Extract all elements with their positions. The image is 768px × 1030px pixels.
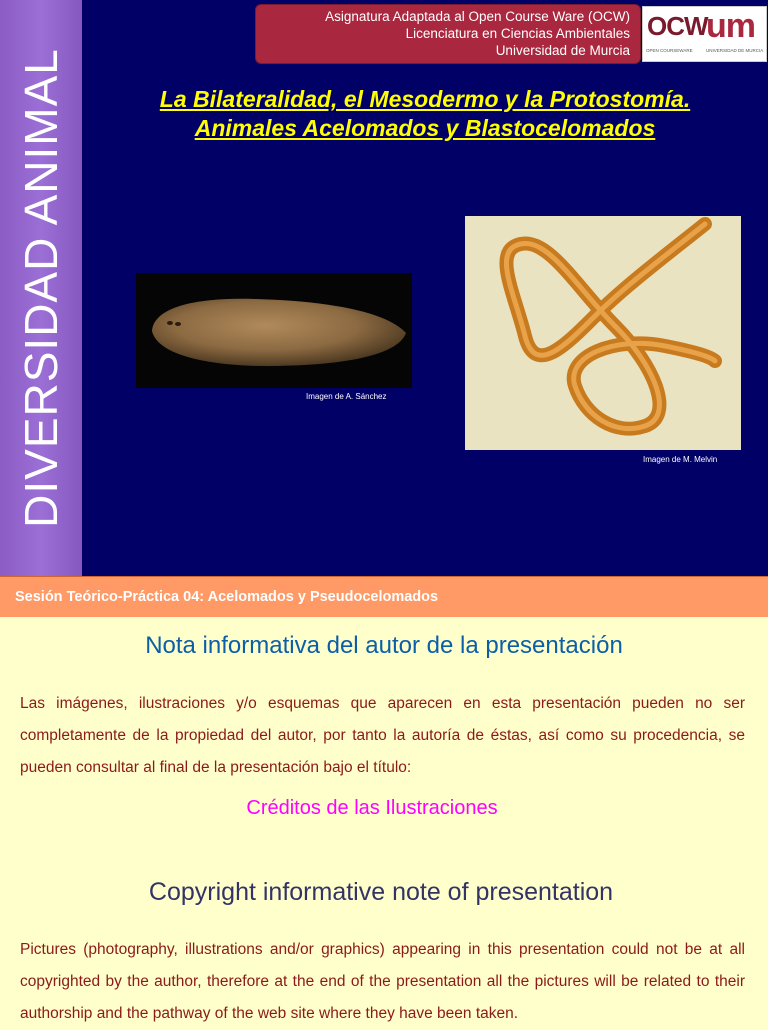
sidebar-title: DIVERSIDAD ANIMAL [15, 48, 67, 528]
note-body: Las imágenes, ilustraciones y/o esquemas que aparecen en esta presentación pueden no ser completamente de la propiedad del autor, por tanto la autoría de éstas, así como su procedencia, se pueden consultar al final de la presentación bajo el título: [20, 695, 745, 776]
session-title: Sesión Teórico-Práctica 04: Acelomados y Pseudocelomados [15, 589, 439, 605]
copyright-title: Copyright informative note of presentation [148, 878, 614, 906]
session-bar [0, 576, 768, 617]
slide-title-line-1: La Bilateralidad, el Mesodermo y la Protostomía. [159, 86, 691, 112]
photo2-caption: Imagen de M. Melvin [643, 455, 718, 464]
header-line-3: Universidad de Murcia [495, 43, 630, 58]
slide-title [82, 85, 768, 143]
logo-um-text: um [706, 7, 755, 45]
flatworm-photo [136, 273, 412, 388]
logo-ocw-text: OCW [647, 11, 708, 41]
course-header [255, 4, 641, 64]
logo-um-subtitle: UNIVERSIDAD DE MURCIA [706, 48, 764, 53]
flatworm-image [136, 273, 412, 388]
credits-link[interactable]: Créditos de las Ilustraciones [246, 797, 498, 819]
copyright-body: Pictures (photography, illustrations and/or graphics) appearing in this presentation could not be at all copyrighted by the author, therefore at the end of the presentation all the pictures will be related to their authorship and the pathway of the web site where they have been taken. [20, 941, 745, 1022]
nematode-photo [465, 216, 741, 450]
slide-title-line-2: Animales Acelomados y Blastocelomados [194, 115, 656, 141]
note-title: Nota informativa del autor de la presentación [145, 632, 623, 659]
ocw-um-logo [642, 6, 767, 62]
header-line-1: Asignatura Adaptada al Open Course Ware (OCW) [325, 9, 630, 24]
logo-ocw-subtitle: OPEN COURSEWARE [646, 48, 693, 53]
photo1-caption: Imagen de A. Sánchez [306, 392, 387, 401]
header-line-2: Licenciatura en Ciencias Ambientales [405, 26, 630, 41]
sidebar [0, 0, 82, 576]
nematode-image [465, 216, 741, 450]
